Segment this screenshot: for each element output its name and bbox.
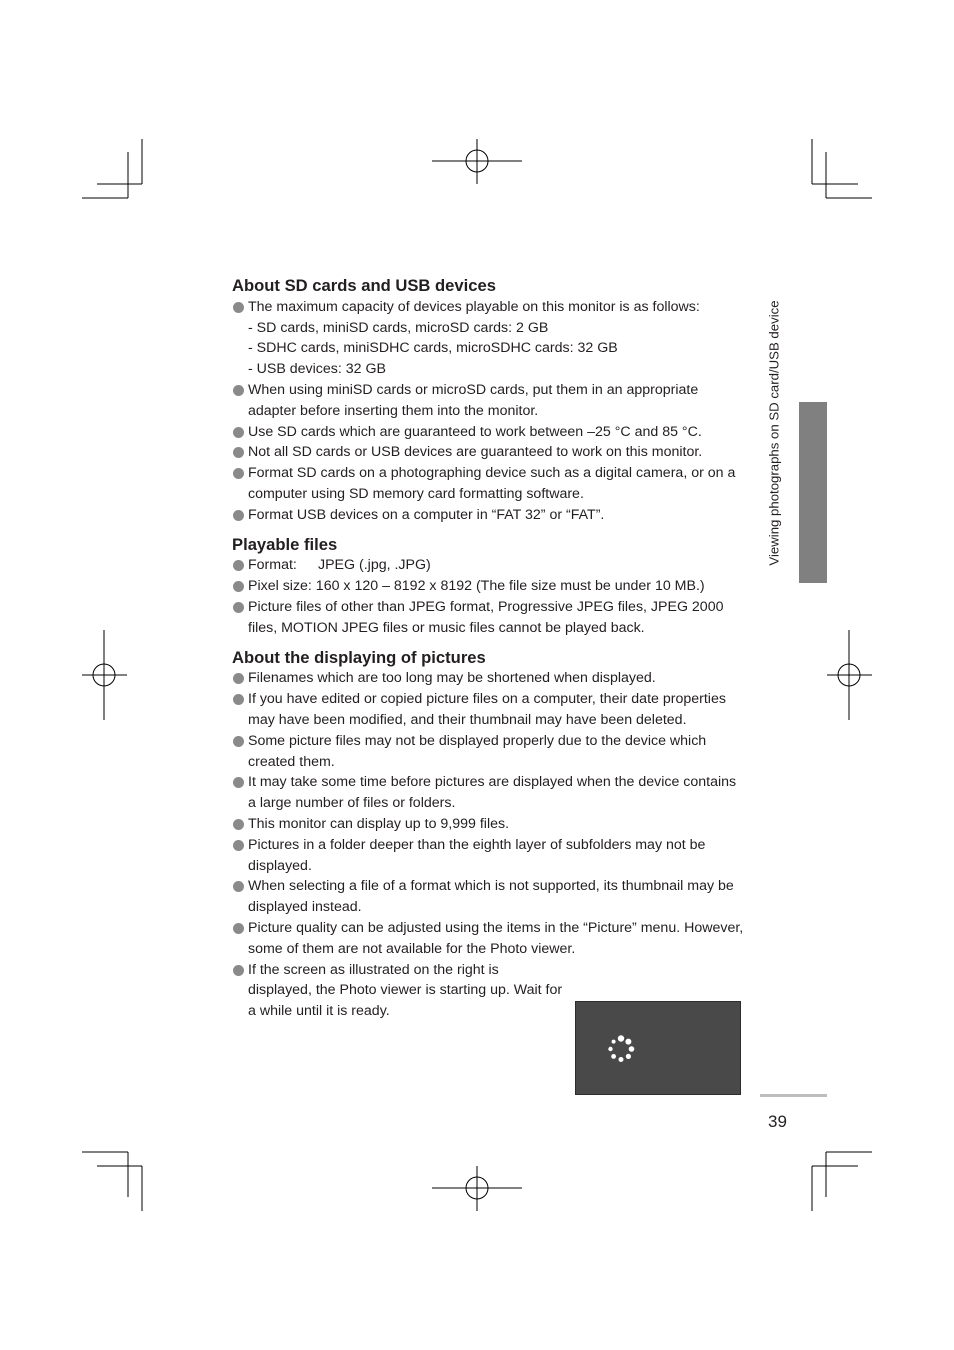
list-item [232,380,744,422]
item-text: It may take some time before pictures are displayed when the device contains a large number of files or folders. [248,774,737,812]
list-item [232,463,744,505]
bullet-icon [233,736,244,747]
section-title: About the displaying of pictures [232,647,486,667]
bullet-icon [233,881,244,892]
list-item [232,576,744,597]
format-label: Format: [248,557,297,574]
item-text: If you have edited or copied picture files on a computer, their date properties may have been modified, and their thumbnail may have been deleted. [248,691,726,728]
list-item [232,442,744,463]
bullet-icon [233,581,244,592]
bullet-list [232,668,744,1022]
capacity-usb: - USB devices: 32 GB [248,361,386,378]
list-item [232,918,744,960]
page-number: 39 [768,1112,787,1131]
chapter-label-text: Viewing photographs on SD card/USB device [766,300,782,566]
list-item [232,505,744,526]
item-text: Filenames which are too long may be shortened when displayed. [248,670,656,687]
bullet-icon [233,468,244,479]
list-item [232,597,744,639]
bullet-icon [233,694,244,705]
bullet-icon [233,840,244,851]
list-item [232,835,744,877]
chapter-tab [799,402,827,583]
bullet-icon [233,673,244,684]
bullet-icon [233,427,244,438]
item-text: Some picture files may not be displayed properly due to the device which created them. [248,732,707,770]
item-text: Pictures in a folder deeper than the eighth layer of subfolders may not be displayed. [248,836,706,874]
item-text: Picture quality can be adjusted using the items in the “Picture” menu. However, some of them are not available for the Photo viewer. [248,919,744,957]
bullet-list [232,555,744,638]
item-text: Use SD cards which are guaranteed to work between –25 °C and 85 °C. [248,423,702,440]
bullet-icon [233,602,244,613]
item-text: When selecting a file of a format which is not supported, its thumbnail may be displayed instead. [248,878,734,916]
loading-spinner-icon [606,1034,636,1064]
pixel-size-text: Pixel size: 160 x 120 – 8192 x 8192 (The file size must be under 10 MB.) [248,578,705,595]
item-text: This monitor can display up to 9,999 files. [248,815,510,832]
list-item [232,731,744,773]
list-item [232,297,744,380]
bullet-icon [233,385,244,396]
section-sd-usb [232,276,744,526]
item-text: Not all SD cards or USB devices are guaranteed to work on this monitor. [248,444,703,461]
item-text: If the screen as illustrated on the right is displayed, the Photo viewer is starting up. Wait for a while until it is ready. [248,961,563,1020]
bullet-icon [233,560,244,571]
list-item [232,772,744,814]
item-text: When using miniSD cards or microSD cards, put them in an appropriate adapter before inserting them into the monitor. [248,381,699,419]
bullet-icon [233,447,244,458]
item-text: The maximum capacity of devices playable on this monitor is as follows: [248,298,700,315]
bullet-list [232,297,744,526]
list-item [232,689,744,731]
bullet-icon [233,777,244,788]
item-text: Format SD cards on a photographing device such as a digital camera, or on a computer using SD memory card formatting software. [248,465,736,502]
section-displaying-pictures [232,648,744,1022]
section-title: Playable files [232,534,338,554]
list-item [232,960,566,1022]
capacity-sdhc: - SDHC cards, miniSDHC cards, microSDHC cards: 32 GB [248,340,618,357]
photo-viewer-startup-screen [575,1001,741,1095]
bullet-icon [233,965,244,976]
format-value: JPEG (.jpg, .JPG) [318,557,431,574]
list-item [232,555,744,576]
item-text: Picture files of other than JPEG format, Progressive JPEG files, JPEG 2000 files, MOTION JPEG files or music files cannot be played back. [248,598,724,636]
list-item [232,422,744,443]
list-item [232,814,744,835]
section-playable-files [232,535,744,639]
page-content [232,276,744,1022]
page-number-rule [760,1094,827,1097]
item-text: Format USB devices on a computer in “FAT 32” or “FAT”. [248,506,605,523]
list-item [232,876,744,918]
bullet-icon [233,510,244,521]
bullet-icon [233,819,244,830]
bullet-icon [233,302,244,313]
capacity-sd: - SD cards, miniSD cards, microSD cards: 2 GB [248,319,549,336]
section-title: About SD cards and USB devices [232,276,496,295]
list-item [232,668,744,689]
bullet-icon [233,923,244,934]
